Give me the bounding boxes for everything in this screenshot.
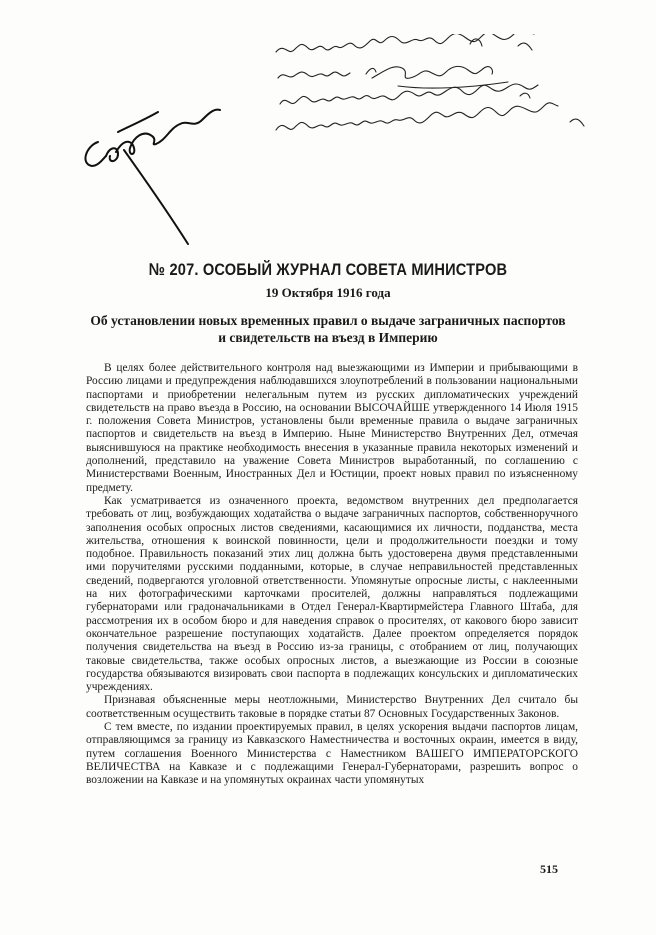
handwritten-signature xyxy=(64,72,234,257)
document-body xyxy=(86,362,578,788)
handwriting-resolution-drawing xyxy=(270,34,600,144)
document-subject xyxy=(0,312,656,346)
document-date: 19 Октября 1916 года xyxy=(265,285,391,300)
page-number: 515 xyxy=(540,862,558,876)
body-paragraph: С тем вместе, по издании проектируемых правил, в целях ускорения выдачи паспортов лицам, отправляющимся за границу из Кавказского Наместничества и восточных окраин, имеется в виду, путем соглашения Военного Министерства с Наместником ВАШЕГО ИМПЕРАТОРСКОГО ВЕЛИЧЕСТВА на Кавказе и с подлежащими Генерал-Губернаторами, разрешить вопрос о возложении на Кавказе и на упомянутых окраинах части упомянутых xyxy=(86,721,578,787)
body-paragraph: Как усматривается из означенного проекта, ведомством внутренних дел предполагается требовать от лиц, возбуждающих ходатайства о выдаче заграничных паспортов, собственноручного заполнения особых опросных листов сведениями, касающимися их личности, подданства, места жительства, отношения к воинской повинности, цели и продолжительности поездки и тому подобное. Правильность показаний этих лиц должна быть удостоверена двумя представленными ими поручителями русскими подданными, которые, в случае неправильностей представленных сведений, подвергаются уголовной ответственности. Упомянутые опросные листы, с наклеенными на них фотографическими карточками просителей, должны направляться подлежащими губернаторами или градоначальниками в Отдел Генерал-Квартирмейстера Главного Штаба, для рассмотрения их в особом бюро и для наведения справок о просителях, от какового бюро зависит окончательное разрешение поступающих ходатайств. Далее проектом определяется порядок получения свидетельства на въезд в Россию из-за границы, с отобранием от лиц, получающих таковые свидетельства, также особых опросных листов, а выезжающие из России в союзные государства обязываются визировать свои паспорта в подлежащих консульских и дипломатических учреждениях. xyxy=(86,494,578,694)
body-paragraph: Признавая объясненные меры неотложными, Министерство Внутренних Дел считало бы соответственным осуществить таковые в порядке статьи 87 Основных Государственных Законов. xyxy=(86,694,578,720)
body-paragraph: В целях более действительного контроля над выезжающими из Империи и прибывающими в Россию лицами и предупреждения наблюдавшихся злоупотреблений в пользовании национальными паспортами и приобретении нелегальным путем из русских дипломатических учреждений свидетельств на право въезда в Россию, на основании ВЫСОЧАЙШЕ утвержденного 14 Июля 1915 г. положения Совета Министров, установлены были временные правила о выдаче заграничных паспортов и свидетельств на въезд в Империю. Ныне Министерство Внутренних Дел, отмечая выяснившуюся на практике необходимость внесения в указанные правила некоторых изменений и дополнений, представило на уважение Совета Министров выработанный, по соглашению с Министерствами Военным, Иностранных Дел и Юстиции, проект новых правил по изъясненному предмету. xyxy=(86,362,578,494)
handwritten-resolution xyxy=(270,34,600,144)
signature-drawing xyxy=(64,72,234,257)
subject-line-1: Об установлении новых временных правил о выдаче заграничных паспортов xyxy=(90,313,566,328)
subject-line-2: и свидетельств на въезд в Империю xyxy=(218,330,438,345)
document-title: № 207. ОСОБЫЙ ЖУРНАЛ СОВЕТА МИНИСТРОВ xyxy=(148,260,508,279)
